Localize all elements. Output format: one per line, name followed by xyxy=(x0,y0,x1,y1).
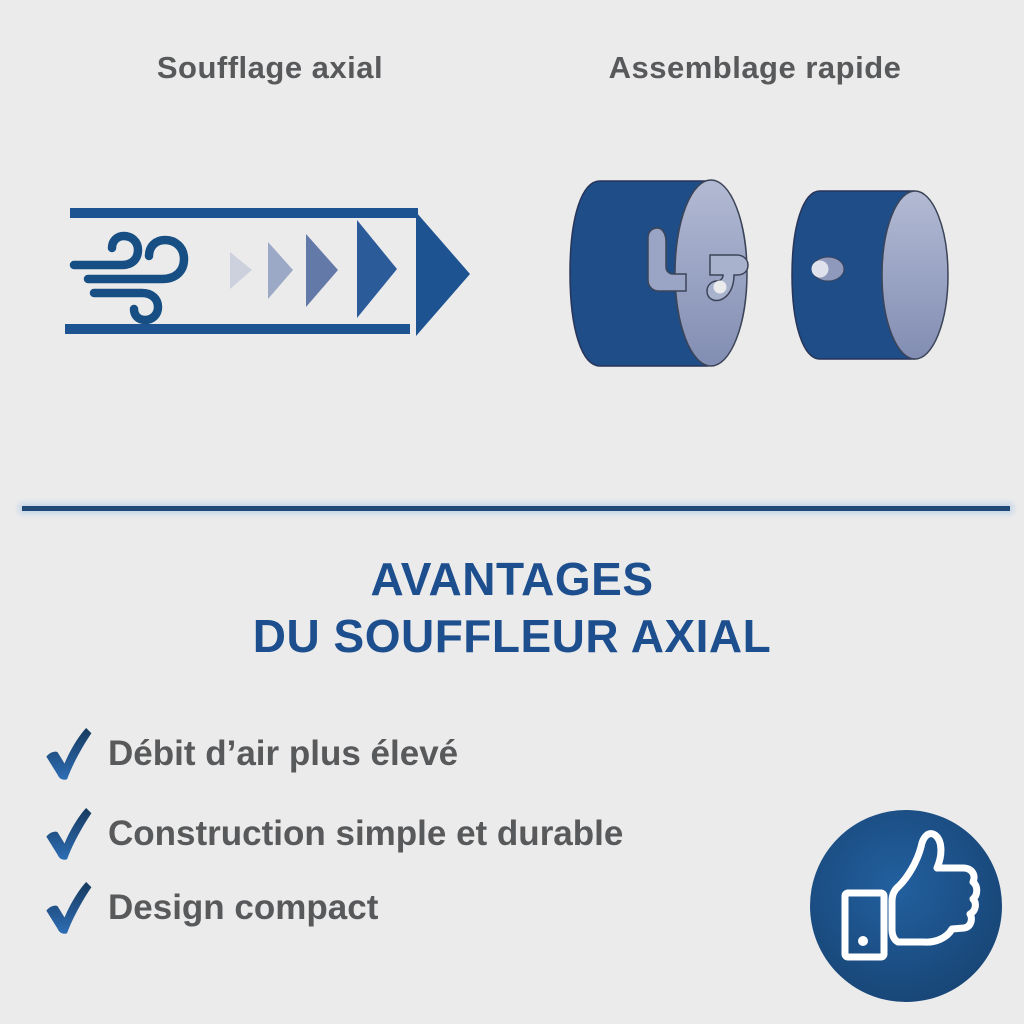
advantage-item-construction xyxy=(42,802,623,866)
check-icon xyxy=(42,724,94,784)
advantage-item-design xyxy=(42,876,378,940)
advantages-title-line2: DU SOUFFLEUR AXIAL xyxy=(252,610,772,662)
flow-arrow-icon-3 xyxy=(306,234,338,307)
cylinder-with-bayonet-slot xyxy=(570,180,748,366)
slot-opening xyxy=(714,281,727,294)
flow-arrow-icon-2 xyxy=(268,242,293,299)
cylinder-with-pin xyxy=(792,191,948,359)
flow-arrow-icon-1 xyxy=(230,252,252,289)
flow-arrow-icon-4 xyxy=(357,220,397,318)
axial-airflow-pipe-diagram xyxy=(58,188,478,358)
feature-label-quick-assembly: Assemblage rapide xyxy=(608,50,902,85)
pipe-bottom-wall xyxy=(65,324,410,334)
advantage-label: Construction simple et durable xyxy=(108,814,624,853)
check-icon xyxy=(42,878,94,938)
pipe-top-wall xyxy=(70,208,418,218)
section-divider xyxy=(22,506,1010,511)
advantages-title-line1: AVANTAGES xyxy=(370,553,654,605)
advantage-item-airflow xyxy=(42,722,458,786)
advantages-title xyxy=(0,551,1024,665)
quick-assembly-cylinders-diagram xyxy=(558,168,958,380)
thumbs-up-icon xyxy=(806,806,1006,1006)
wind-icon xyxy=(74,236,184,320)
feature-label-axial-blowing: Soufflage axial xyxy=(156,50,384,85)
flow-exit-arrow-icon xyxy=(416,212,470,336)
check-icon xyxy=(42,804,94,864)
advantage-label: Débit d’air plus élevé xyxy=(108,734,459,773)
advantage-label: Design compact xyxy=(108,888,379,927)
locking-pin xyxy=(812,257,845,281)
cuff-dot xyxy=(858,936,868,946)
